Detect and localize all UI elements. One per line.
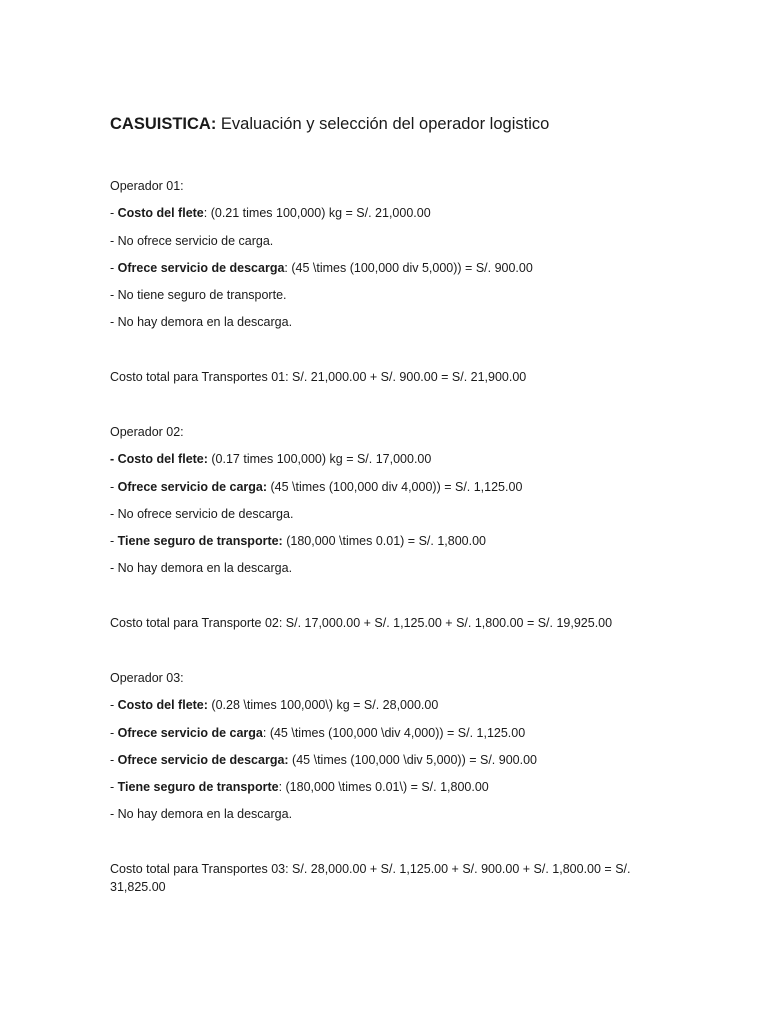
operator-heading: Operador 02: bbox=[110, 425, 184, 439]
operator-item bbox=[110, 507, 658, 534]
item-bold: Tiene seguro de transporte bbox=[117, 780, 279, 795]
item-text: (0.17 times 100,000) kg = S/. 17,000.00 bbox=[207, 452, 432, 467]
item-text: : (45 \times (100,000 div 5,000)) = S/. 900.00 bbox=[284, 260, 533, 275]
operator-item bbox=[110, 315, 658, 342]
operator-item bbox=[110, 234, 658, 261]
item-text: No hay demora en la descarga. bbox=[117, 807, 293, 822]
item-prefix: - bbox=[110, 698, 118, 713]
item-text: : (45 \times (100,000 \div 4,000)) = S/. 1,125.00 bbox=[262, 725, 526, 740]
item-prefix: - bbox=[110, 260, 118, 275]
operator-item bbox=[110, 288, 658, 315]
title-rest: Evaluación y selección del operador logistico bbox=[216, 115, 550, 133]
operator-heading: Operador 03: bbox=[110, 671, 184, 685]
operator-03-section bbox=[110, 671, 658, 835]
item-prefix: - bbox=[110, 807, 118, 822]
item-text: (180,000 \times 0.01) = S/. 1,800.00 bbox=[282, 534, 486, 549]
item-prefix: - bbox=[110, 479, 118, 494]
item-prefix: - bbox=[110, 206, 118, 221]
item-text: (0.28 \times 100,000\) kg = S/. 28,000.00 bbox=[207, 698, 439, 713]
item-bold: Costo del flete: bbox=[117, 698, 208, 713]
item-text: (45 \times (100,000 \div 5,000)) = S/. 900.00 bbox=[288, 752, 537, 767]
item-prefix: - bbox=[110, 780, 118, 795]
item-text: : (0.21 times 100,000) kg = S/. 21,000.00 bbox=[203, 206, 431, 221]
item-text: (45 \times (100,000 div 4,000)) = S/. 1,125.00 bbox=[267, 479, 523, 494]
document-title bbox=[110, 113, 549, 135]
item-text: No ofrece servicio de carga. bbox=[117, 233, 274, 248]
operator-item bbox=[110, 780, 658, 807]
operator-item bbox=[110, 807, 658, 834]
item-bold: Tiene seguro de transporte: bbox=[117, 534, 283, 549]
operator-item bbox=[110, 206, 658, 233]
item-prefix: - bbox=[110, 233, 118, 248]
item-bold: Ofrece servicio de carga bbox=[117, 725, 263, 740]
item-text: No ofrece servicio de descarga. bbox=[117, 506, 294, 521]
item-bold: - Costo del flete: bbox=[110, 452, 208, 467]
item-bold: Ofrece servicio de descarga: bbox=[117, 752, 289, 767]
item-bold: Ofrece servicio de descarga bbox=[117, 260, 285, 275]
operator-02-total: Costo total para Transporte 02: S/. 17,000.00 + S/. 1,125.00 + S/. 1,800.00 = S/. 19,925.00 bbox=[110, 616, 613, 630]
title-bold: CASUISTICA: bbox=[110, 115, 217, 133]
operator-item bbox=[110, 753, 658, 780]
item-prefix: - bbox=[110, 752, 118, 767]
item-text: : (180,000 \times 0.01\) = S/. 1,800.00 bbox=[278, 780, 489, 795]
item-text: No tiene seguro de transporte. bbox=[117, 288, 287, 303]
operator-01-section bbox=[110, 179, 658, 343]
operator-01-total: Costo total para Transportes 01: S/. 21,000.00 + S/. 900.00 = S/. 21,900.00 bbox=[110, 370, 527, 384]
item-prefix: - bbox=[110, 725, 118, 740]
operator-heading: Operador 01: bbox=[110, 179, 184, 193]
operator-item bbox=[110, 561, 658, 588]
item-prefix: - bbox=[110, 288, 118, 303]
operator-02-section bbox=[110, 425, 658, 589]
operator-item bbox=[110, 261, 658, 288]
operator-item bbox=[110, 480, 658, 507]
item-prefix: - bbox=[110, 534, 118, 549]
item-prefix: - bbox=[110, 315, 118, 330]
operator-item bbox=[110, 698, 658, 725]
operator-item bbox=[110, 534, 658, 561]
operator-item bbox=[110, 726, 658, 753]
operator-03-total: Costo total para Transportes 03: S/. 28,000.00 + S/. 1,125.00 + S/. 900.00 + S/. 1,800.00 = S/. 31,825.00 bbox=[110, 862, 631, 894]
operator-item bbox=[110, 452, 658, 479]
item-prefix: - bbox=[110, 561, 118, 576]
item-bold: Costo del flete bbox=[117, 206, 204, 221]
item-text: No hay demora en la descarga. bbox=[117, 315, 293, 330]
item-prefix: - bbox=[110, 506, 118, 521]
item-bold: Ofrece servicio de carga: bbox=[117, 479, 268, 494]
item-text: No hay demora en la descarga. bbox=[117, 561, 293, 576]
